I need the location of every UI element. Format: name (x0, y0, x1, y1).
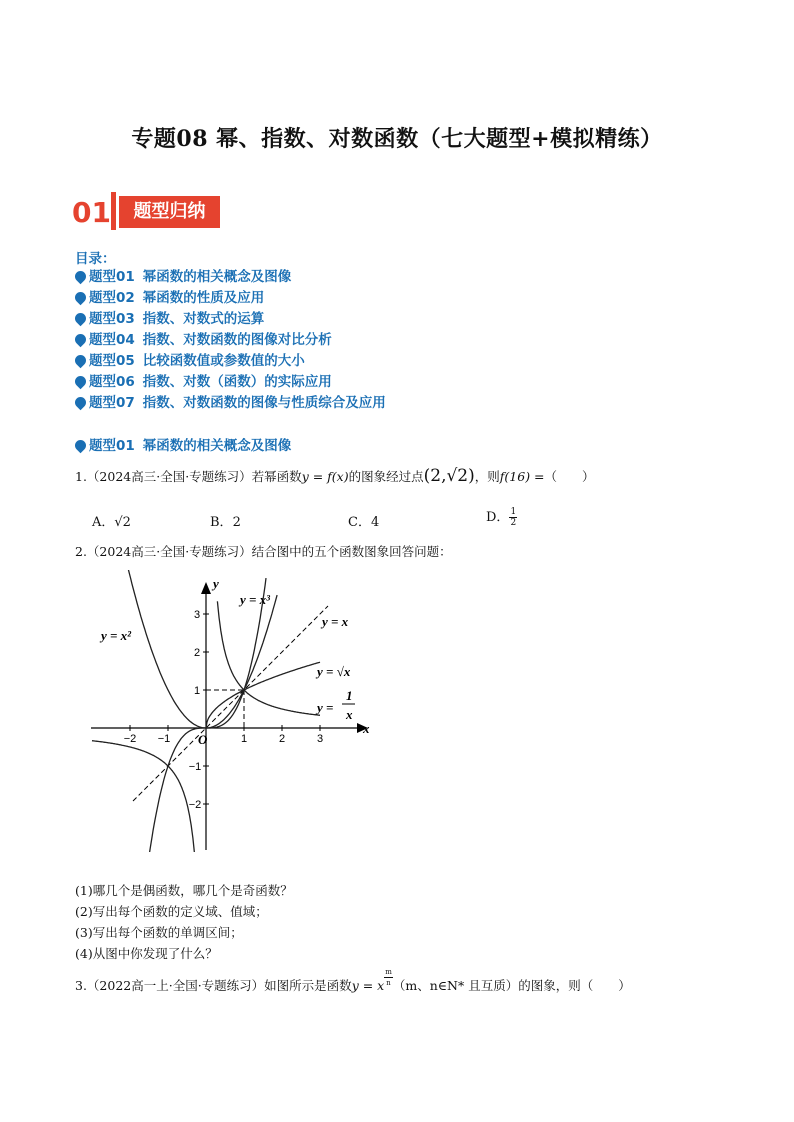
question-1: 1.（2024高三·全国·专题练习）若幂函数y = f(x)的图象经过点(2,√2)，则f(16) =（ ） (75, 466, 595, 486)
y-tick-label: 2 (193, 647, 201, 659)
question-3: 3.（2022高一上·全国·专题练习）如图所示是函数y = x $\frac{m}{n}$ （m、n∈N* 且互质）的图象，则（ ） (75, 968, 631, 993)
sub-question: (4)从图中你发现了什么？ (75, 946, 218, 961)
function-graph (85, 570, 385, 852)
x-tick-label: 2 (278, 733, 286, 745)
y-tick-label: 1 (193, 685, 201, 697)
toc-item[interactable]: 题型05 比较函数值或参数值的大小 (75, 351, 305, 371)
origin-label: O (198, 732, 208, 747)
sub-question: (1)哪几个是偶函数，哪几个是奇函数？ (75, 883, 293, 898)
section-number: 01 (72, 196, 111, 229)
pin-icon (73, 269, 89, 285)
page-title: 专题08 幂、指数、对数函数（七大题型+模拟精练） (131, 126, 663, 152)
line-y-equals-x (133, 606, 328, 801)
section-divider (111, 192, 116, 230)
sub-question: (2)写出每个函数的定义域、值域； (75, 904, 268, 919)
option-b[interactable]: B．2 (210, 515, 241, 530)
y-tick-label: −1 (188, 761, 202, 773)
y-arrow (201, 582, 211, 594)
toc-item[interactable]: 题型04 指数、对数函数的图像对比分析 (75, 330, 332, 350)
toc-item[interactable]: 题型06 指数、对数（函数）的实际应用 (75, 372, 332, 392)
toc-item[interactable]: 题型03 指数、对数式的运算 (75, 309, 264, 329)
y-tick-label: −2 (188, 799, 202, 811)
label-y-linear: y = x (322, 614, 349, 629)
pin-icon (73, 353, 89, 369)
pin-icon (73, 332, 89, 348)
pin-icon (73, 395, 89, 411)
question-2: 2.（2024高三·全国·专题练习）结合图中的五个函数图象回答问题： (75, 544, 452, 559)
x-tick-label: −2 (123, 733, 137, 745)
option-c[interactable]: C．4 (348, 515, 380, 530)
toc-item[interactable]: 题型02 幂函数的性质及应用 (75, 288, 264, 308)
toc-item[interactable]: 题型01 幂函数的相关概念及图像 (75, 267, 291, 287)
label-y-recip-den: x (346, 707, 353, 722)
sub-question: (3)写出每个函数的单调区间； (75, 925, 243, 940)
option-a[interactable]: A．√2 (92, 515, 131, 530)
x-tick-label: 3 (316, 733, 324, 745)
topic-heading: 题型01 幂函数的相关概念及图像 (75, 436, 291, 456)
label-y-sqrt: y = √x (317, 664, 351, 679)
pin-icon (73, 438, 89, 454)
curve-cube (148, 578, 266, 852)
section-label: 题型归纳 (119, 196, 220, 228)
toc-label: 目录： (75, 251, 116, 267)
label-y-recip-num: 1 (346, 688, 353, 703)
x-tick-label: 1 (240, 733, 248, 745)
label-y-cube: y = x³ (240, 592, 271, 607)
y-axis-label: y (213, 576, 219, 591)
label-y-square: y = x² (101, 628, 132, 643)
pin-icon (73, 290, 89, 306)
option-d[interactable]: D． $\frac{1}{2}$ (486, 507, 517, 528)
label-y-recip: y = (317, 700, 334, 715)
curve-recip-neg (92, 741, 195, 852)
x-axis-label: x (363, 721, 370, 736)
y-tick-label: 3 (193, 609, 201, 621)
x-tick-label: −1 (157, 733, 171, 745)
curve-recip-pos (217, 601, 320, 715)
pin-icon (73, 311, 89, 327)
pin-icon (73, 374, 89, 390)
toc-item[interactable]: 题型07 指数、对数函数的图像与性质综合及应用 (75, 393, 386, 413)
curve-sqrt (206, 662, 320, 728)
